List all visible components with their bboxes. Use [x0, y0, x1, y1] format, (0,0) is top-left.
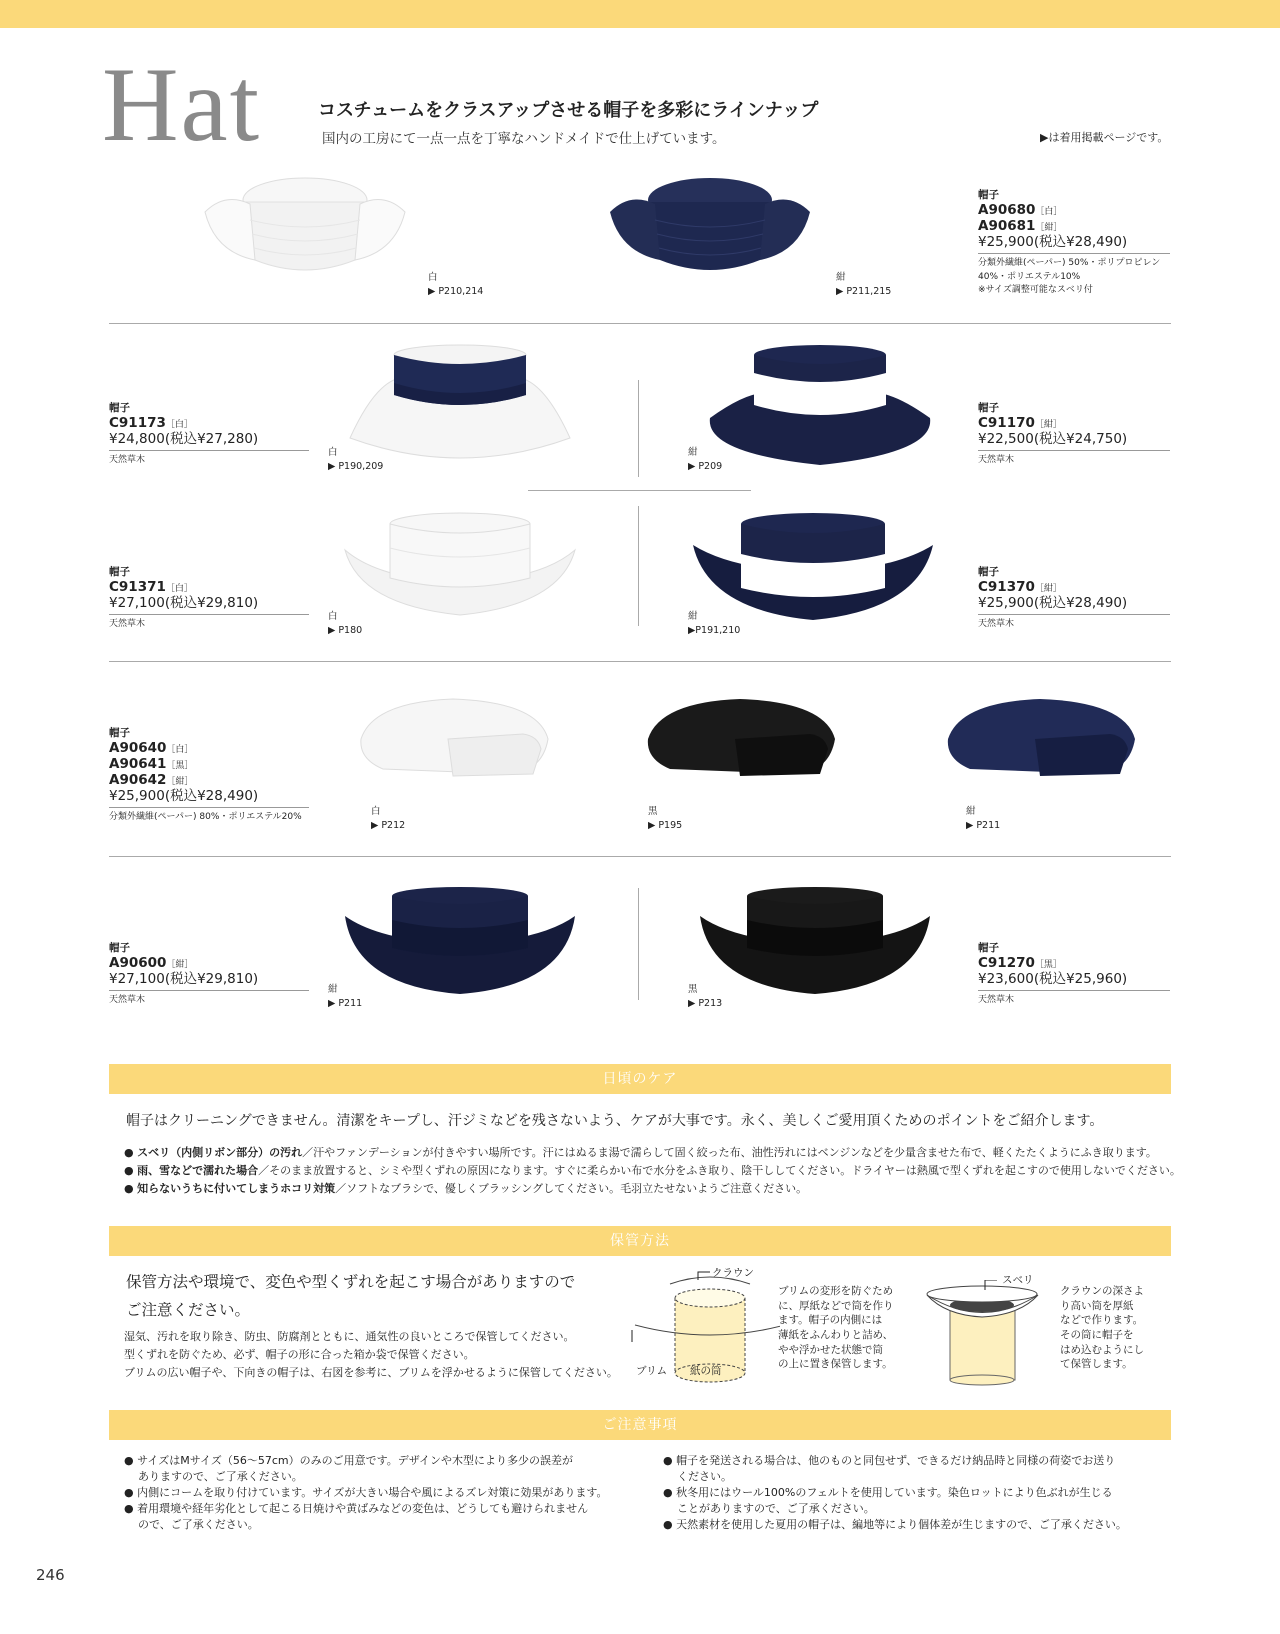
caption-10: 紺 ▶ P211: [328, 984, 363, 1009]
caption-1: 白 ▶ P210,214: [428, 272, 484, 297]
storage-diagram-fit: [925, 1280, 1040, 1390]
caption-9: 紺 ▶ P211: [966, 806, 1001, 831]
product-c91170: 帽子 C91170［紺］ ¥22,500(税込¥24,750) 天然草木: [978, 402, 1170, 467]
note-item: ● 秋冬用にはウール100%のフェルトを使用しています。染色ロットにより色ぶれが生じる: [663, 1485, 1113, 1499]
care-heading: 日頃のケア: [109, 1064, 1171, 1094]
caption-11: 黒 ▶ P213: [688, 984, 723, 1009]
top-accent-bar: [0, 0, 1280, 28]
divider: [109, 661, 1171, 662]
divider: [109, 323, 1171, 324]
subtitle: 国内の工房にて一点一点を丁寧なハンドメイドで仕上げています。: [322, 131, 726, 147]
notes-heading: ご注意事項: [109, 1410, 1171, 1440]
divider: [109, 856, 1171, 857]
storage-desc-1: ブリムの変形を防ぐため に、厚紙などで筒を作り ます。帽子の内側には 薄紙をふんわりと詰め、 やや浮かせた状態で筒 の上に置き保管します。: [778, 1285, 894, 1371]
care-item: ● スベリ（内側リボン部分）の汚れ／汗やファンデーションが付きやすい場所です。汗にはぬるま湯で濡らして固く絞った布、油性汚れにはベンジンなどを少量含ませた布で、軽くたたくようにふき取ります。: [124, 1146, 1157, 1159]
hat-a90681-navy-image: [600, 172, 820, 290]
storage-desc-2: クラウンの深さよ り高い筒を厚紙 などで作ります。 その筒に帽子を はめ込むようにし て保管します。: [1060, 1285, 1144, 1371]
notes-right: ● 帽子を発送される場合は、他のものと同包せず、できるだけ納品時と同様の荷姿でお送り ください。 ● 秋冬用にはウール100%のフェルトを使用しています。染色ロットにより色ぶれが生じる ことがありますので、ご了承ください。 ● 天然素材を使用した夏用の帽子は、編地等により個体差が生じますので、ご了承ください。: [663, 1453, 1173, 1533]
hat-a90641-black-image: [640, 694, 840, 794]
catchcopy: コスチュームをクラスアップさせる帽子を多彩にラインナップ: [318, 100, 819, 121]
label-sweatband: スベリ: [1002, 1274, 1034, 1286]
page-number: 246: [36, 1566, 65, 1584]
storage-lead-2: ご注意ください。: [126, 1301, 251, 1319]
caption-3: 白 ▶ P190,209: [328, 447, 384, 472]
note-item: ● サイズはMサイズ（56〜57cm）のみのご用意です。デザインや木型により多少の誤差が: [124, 1454, 573, 1467]
storage-item: 湿気、汚れを取り除き、防虫、防腐剤とともに、通気性の良いところで保管してください。: [124, 1330, 575, 1343]
storage-item: 型くずれを防ぐため、必ず、帽子の形に合った箱か袋で保管ください。: [124, 1348, 475, 1362]
note-item: ● 天然素材を使用した夏用の帽子は、編地等により個体差が生じますので、ご了承ください。: [663, 1517, 1127, 1531]
caption-5: 白 ▶ P180: [328, 611, 363, 636]
vertical-divider: [638, 380, 639, 477]
care-list: [124, 1144, 1181, 1198]
note-item: ● 着用環境や経年劣化として起こる日焼けや黄ばみなどの変色は、どうしても避けられません: [124, 1501, 589, 1515]
product-a90600: 帽子 A90600［紺］ ¥27,100(税込¥29,810) 天然草木: [109, 942, 309, 1007]
storage-item: ブリムの広い帽子や、下向きの帽子は、右図を参考に、ブリムを浮かせるように保管してください。: [124, 1366, 618, 1380]
product-a90640: 帽子 A90640［白］ A90641［黒］ A90642［紺］ ¥25,900(税込¥28,490) 分類外繊維(ペーパー) 80%・ポリエステル20%: [109, 727, 309, 825]
hat-c91270-image: [695, 886, 935, 1006]
caption-7: 白 ▶ P212: [371, 806, 406, 831]
storage-lead-1: 保管方法や環境で、変色や型くずれを起こす場合がありますので: [126, 1273, 576, 1291]
page-title: Hat: [102, 46, 262, 163]
storage-list: [124, 1328, 618, 1382]
hat-a90642-navy-image: [940, 694, 1140, 794]
product-c91370: 帽子 C91370［紺］ ¥25,900(税込¥28,490) 天然草木: [978, 566, 1170, 631]
vertical-divider: [638, 888, 639, 1000]
caption-2: 紺 ▶ P211,215: [836, 272, 892, 297]
hat-a90600-image: [340, 886, 580, 1006]
vertical-divider: [638, 506, 639, 626]
notes-left: ● サイズはMサイズ（56〜57cm）のみのご用意です。デザインや木型により多少の誤差が ありますので、ご了承ください。 ● 内側にコームを取り付けています。サイズが大きい場合や風によるズレ対策に効果があります。 ● 着用環境や経年劣化として起こる日焼けや黄ばみなどの変色は、どうしても避けられません ので、ご了承ください。: [124, 1453, 634, 1533]
care-item: ● 知らないうちに付いてしまうホコリ対策／ソフトなブラシで、優しくブラッシングしてください。毛羽立たせないようご注意ください。: [124, 1182, 808, 1196]
page-ref-note: ▶は着用掲載ページです。: [1040, 131, 1169, 144]
care-item: ● 雨、雪などで濡れた場合／そのまま放置すると、シミや型くずれの原因になります。すぐに柔らかい布で水分をふき取り、陰干ししてください。ドライヤーは熱風で型くずれを起こすので使用しないでください。: [124, 1164, 1181, 1178]
product-c91173: 帽子 C91173［白］ ¥24,800(税込¥27,280) 天然草木: [109, 402, 309, 467]
product-c91270: 帽子 C91270［黒］ ¥23,600(税込¥25,960) 天然草木: [978, 942, 1170, 1007]
label-brim: ブリム: [636, 1365, 668, 1377]
hat-c91170-image: [705, 343, 935, 473]
hat-a90680-white-image: [195, 172, 415, 290]
caption-8: 黒 ▶ P195: [648, 806, 683, 831]
note-item: ● 帽子を発送される場合は、他のものと同包せず、できるだけ納品時と同様の荷姿でお送り: [663, 1454, 1116, 1467]
caption-6: 紺 ▶P191,210: [688, 611, 741, 636]
storage-heading: 保管方法: [109, 1226, 1171, 1256]
label-tube: 紙の筒: [690, 1365, 722, 1377]
product-a90680: 帽子 A90680［白］ A90681［紺］ ¥25,900(税込¥28,490) 分類外繊維(ペーパー) 50%・ポリプロピレン 40%・ポリエステル10% ※サイズ調整可能なスベリ付: [978, 189, 1170, 298]
caption-4: 紺 ▶ P209: [688, 447, 723, 472]
product-c91371: 帽子 C91371［白］ ¥27,100(税込¥29,810) 天然草木: [109, 566, 309, 631]
label-crown: クラウン: [712, 1267, 754, 1279]
short-divider: [528, 490, 751, 491]
care-lead: 帽子はクリーニングできません。清潔をキープし、汗ジミなどを残さないよう、ケアが大事です。永く、美しくご愛用頂くためのポイントをご紹介します。: [126, 1113, 1104, 1129]
hat-a90640-white-image: [353, 694, 553, 794]
note-item: ● 内側にコームを取り付けています。サイズが大きい場合や風によるズレ対策に効果があります。: [124, 1485, 608, 1499]
hat-c91371-image: [340, 510, 580, 630]
